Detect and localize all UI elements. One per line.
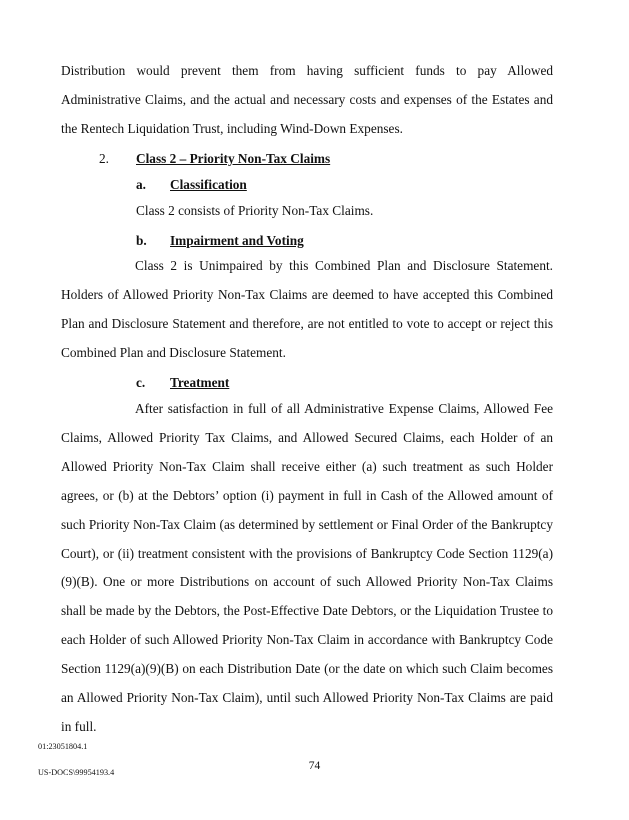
- impairment-letter: b.: [136, 233, 147, 248]
- section-number: 2.: [99, 151, 109, 166]
- document-id-bottom: US-DOCS\99954193.4: [38, 768, 115, 777]
- classification-letter: a.: [136, 177, 146, 192]
- treatment-letter: c.: [136, 375, 146, 390]
- impairment-paragraph: Class 2 is Unimpaired by this Combined Plan and Disclosure Statement. Holders of Allowed Priority Non-Tax Claims are deemed to have accepted this Combined Plan and Disclosure Statement and therefore, are not entitled to vote to accept or reject this Combined Plan and Disclosure Statement.: [61, 258, 553, 360]
- treatment-heading: Treatment: [170, 375, 230, 390]
- classification-heading: Classification: [170, 177, 247, 192]
- section-title: Class 2 – Priority Non-Tax Claims: [136, 151, 331, 166]
- treatment-paragraph: After satisfaction in full of all Administrative Expense Claims, Allowed Fee Claims, Allowed Priority Tax Claims, and Allowed Secured Claims, each Holder of an Allowed Priority Non-Tax Claim shall receive either (a) such treatment as such Holder agrees, or (b) at the Debtors’ option (i) payment in full in Cash of the Allowed amount of such Priority Non-Tax Claim (as determined by settlement or Final Order of the Bankruptcy Court), or (ii) treatment consistent with the provisions of Bankruptcy Code Section 1129(a)(9)(B). One or more Distributions on account of such Allowed Priority Non-Tax Claims shall be made by the Debtors, the Post-Effective Date Debtors, or the Liquidation Trustee to each Holder of such Allowed Priority Non-Tax Claim in accordance with Bankruptcy Code Section 1129(a)(9)(B) on each Distribution Date (or the date on which such Claim becomes an Allowed Priority Non-Tax Claim), until such Allowed Priority Non-Tax Claims are paid in full.: [61, 401, 553, 734]
- page-number: 74: [308, 760, 321, 772]
- impairment-heading: Impairment and Voting: [170, 233, 304, 248]
- document-id-top: 01:23051804.1: [38, 742, 88, 751]
- opening-paragraph: Distribution would prevent them from having sufficient funds to pay Allowed Administrative Claims, and the actual and necessary costs and expenses of the Estates and the Rentech Liquidation Trust, including Wind-Down Expenses.: [61, 63, 553, 136]
- classification-text: Class 2 consists of Priority Non-Tax Claims.: [136, 203, 374, 218]
